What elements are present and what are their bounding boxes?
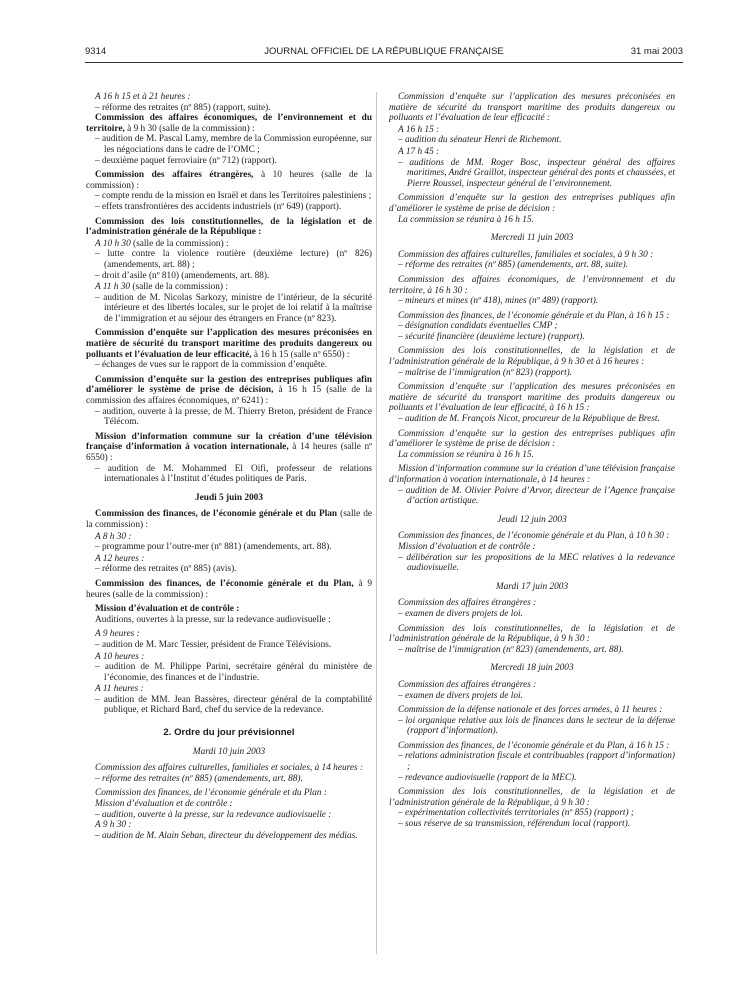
committee-name: Commission des lois constitutionnelles, de la législation et de l’administration générale de la République, à 9 h 30 et à 16 heures : — [389, 346, 675, 368]
committee-heading — [389, 598, 675, 609]
left-column — [86, 92, 372, 845]
agenda-item: – délibération sur les propositions de la MEC relatives à la redevance audiovisuelle. — [398, 552, 675, 574]
time-slot-heading — [95, 239, 372, 250]
agenda-item: – désignation candidats éventuelles CMP ; — [398, 321, 558, 332]
committee-heading — [86, 788, 372, 799]
committee-block — [86, 604, 372, 625]
agenda-item: – audition, ouverte à la presse, sur la redevance audiovisuelle : — [95, 809, 332, 820]
day-heading: Mercredi 18 juin 2003 — [490, 663, 574, 674]
time-label: A 11 h 30 — [95, 282, 131, 293]
committee-name: Commission d’enquête sur l’application des mesures préconisées en matière de sécurité du transport maritime des produits dangereux ou polluants et l’évaluation de leur efficacité, — [86, 328, 372, 360]
agenda-item: A 9 h 30 : — [95, 820, 132, 831]
committee-block — [86, 788, 372, 841]
session-details: à 9 heures (salle de la commission) : — [86, 578, 372, 600]
committee-block — [86, 328, 372, 370]
agenda-item: Mission d’évaluation et de contrôle : — [95, 799, 233, 810]
day-heading: Jeudi 12 juin 2003 — [497, 514, 567, 525]
committee-name: Commission des affaires culturelles, familiales et sociales, à 9 h 30 : — [398, 249, 654, 260]
committee-name: Commission d’enquête sur la gestion des entreprises publiques afin d’améliorer le système de prise de décision : — [389, 428, 675, 450]
day-heading: Mardi 17 juin 2003 — [495, 581, 569, 592]
agenda-item: – examen de divers projets de loi. — [398, 608, 523, 619]
time-label: A 11 heures : — [95, 684, 144, 695]
committee-block — [389, 787, 675, 829]
committee-heading — [389, 346, 675, 367]
agenda-item: – audition, ouverte à la presse, de M. Thierry Breton, président de France Télécom. — [95, 406, 372, 428]
committee-name: Commission des affaires étrangères : — [398, 679, 537, 690]
committee-heading — [389, 624, 675, 645]
committee-heading — [86, 328, 372, 360]
agenda-item: – lutte contre la violence routière (deuxième lecture) (nº 826) (amendements, art. 88) ; — [95, 249, 372, 270]
committee-heading — [86, 604, 372, 615]
issue-date: 31 mai 2003 — [630, 46, 683, 57]
agenda-item: – relations administration fiscale et contribuables (rapport d’information) ; — [398, 751, 675, 773]
committee-heading — [389, 193, 675, 214]
agenda-item: – audition de M. Olivier Poivre d’Arvor, directeur de l’Agence française d’action artistique. — [398, 485, 675, 507]
agenda-item: – compte rendu de la mission en Israël et dans les Territoires palestiniens ; — [95, 191, 372, 202]
committee-heading — [86, 432, 372, 464]
agenda-item: – droit d’asile (nº 810) (amendements, art. 88). — [95, 270, 270, 281]
agenda-item: – audition de M. Marc Tessier, président de France Télévisions. — [95, 639, 332, 650]
committee-block — [389, 275, 675, 307]
committee-block — [389, 382, 675, 424]
page-header — [85, 46, 683, 60]
committee-heading — [389, 787, 675, 808]
time-slot — [95, 684, 372, 695]
agenda-item: La commission se réunira à 16 h 15. — [398, 214, 534, 225]
committee-name: Commission d’enquête sur l’application des mesures préconisées en matière de sécurité du transport maritime des produits dangereux ou polluants et l’évaluation de leur efficacité : — [389, 92, 675, 124]
time-slot-heading — [398, 125, 675, 136]
committee-name: Commission des finances, de l’économie générale et du Plan, — [95, 578, 354, 589]
committee-name: Commission d’enquête sur l’application des mesures préconisées en matière de sécurité du transport maritime des produits dangereux ou polluants et l’évaluation de leur efficacité, à 16 h 15 : — [389, 382, 675, 414]
agenda-item: – réforme des retraites (nº 885) (avis). — [95, 564, 237, 575]
committee-heading — [86, 763, 372, 774]
committee-block — [389, 705, 675, 737]
committee-block — [389, 193, 675, 225]
committee-block — [389, 464, 675, 506]
agenda-item: – mineurs et mines (nº 418), mines (nº 489) (rapport). — [398, 296, 599, 307]
agenda-item: – maîtrise de l’immigration (nº 823) (amendements, art. 88). — [398, 644, 624, 655]
committee-name: Commission des finances, de l’économie générale et du Plan — [95, 509, 338, 520]
committee-name: Mission d’évaluation et de contrôle : — [95, 604, 240, 615]
agenda-item: – audition de M. Philippe Parini, secrétaire général du ministère de l’économie, des finances et de l’industrie. — [95, 662, 372, 683]
committee-block — [86, 432, 372, 485]
agenda-item: – réforme des retraites (nº 885) (amendements, art. 88). — [95, 773, 303, 784]
agenda-item: – réforme des retraites (nº 885) (rapport, suite). — [95, 102, 271, 113]
agenda-item: – expérimentation collectivités territoriales (nº 855) (rapport) ; — [398, 808, 635, 819]
committee-name: Mission d’information commune sur la création d’une télévision française d’information à vocation internationale, — [86, 431, 372, 453]
time-slot-heading — [95, 629, 372, 640]
committee-name: Commission des finances, de l’économie générale et du Plan, à 16 h 15 : — [398, 310, 670, 321]
agenda-item: – audition de M. Pascal Lamy, membre de la Commission européenne, sur les négociations dans le cadre de l’OMC ; — [95, 134, 372, 155]
session-details: à 14 heures (salle nº 6550) : — [86, 442, 372, 463]
time-label: A 16 h 15 : — [398, 124, 440, 135]
agenda-item: – examen de divers projets de loi. — [398, 690, 523, 701]
committee-name: Commission des affaires étrangères, — [95, 170, 254, 181]
location-label: (salle de la commission) : — [130, 238, 229, 249]
agenda-item: – loi organique relative aux lois de finances dans le secteur de la défense (rapport d’information). — [398, 715, 675, 737]
committee-heading — [86, 375, 372, 407]
time-slot-heading — [95, 282, 372, 293]
time-slot-heading: A 16 h 15 et à 21 heures : — [95, 92, 191, 102]
committee-block — [389, 680, 675, 701]
agenda-item: – sous réserve de sa transmission, référendum local (rapport). — [398, 819, 631, 830]
committee-block — [389, 346, 675, 378]
day-heading: Jeudi 5 juin 2003 — [195, 492, 263, 503]
committee-name: Commission des affaires économiques, de l’environnement et du territoire, — [86, 113, 372, 134]
page-number: 9314 — [85, 46, 107, 57]
committee-block — [389, 429, 675, 461]
agenda-item: – programme pour l’outre-mer (nº 881) (amendements, art. 88). — [95, 542, 332, 553]
committee-block — [389, 598, 675, 619]
section-title: 2. Ordre du jour prévisionnel — [163, 727, 295, 739]
committee-name: Commission des lois constitutionnelles, de la législation et de l’administration générale de la République : — [86, 216, 372, 238]
time-slot — [398, 125, 675, 136]
committee-name: Commission de la défense nationale et des forces armées, à 11 heures : — [398, 705, 663, 716]
agenda-item: – audition de M. Nicolas Sarkozy, ministre de l’intérieur, de la sécurité intérieure et des libertés locales, sur le projet de loi relatif à la maîtrise de l’immigration et au séjour des étrangers en France (nº 823). — [95, 292, 372, 324]
time-label: A 10 heures : — [95, 651, 145, 662]
committee-block — [86, 113, 372, 166]
day-heading: Mardi 10 juin 2003 — [192, 746, 266, 757]
session-details: à 9 h 30 (salle de la commission) : — [124, 123, 255, 134]
committee-block — [86, 509, 372, 575]
agenda-item: – audition du sénateur Henri de Richemont. — [398, 135, 562, 146]
agenda-item: Mission d’évaluation et de contrôle : — [398, 541, 536, 552]
column-separator — [376, 92, 377, 954]
committee-heading — [86, 217, 372, 238]
committee-block — [389, 531, 675, 573]
time-slot-heading — [95, 652, 372, 663]
agenda-item: – sécurité financière (deuxième lecture) (rapport). — [398, 331, 585, 342]
session-details: à 16 h 15 (salle nº 6550) : — [251, 349, 350, 360]
agenda-item: – auditions de MM. Roger Bosc, inspecteur général des affaires maritimes, André Graillot, inspecteur général des ponts et chaussées, et Pierre Roussel, inspecteur général de l’environnement. — [398, 157, 675, 189]
right-column — [389, 92, 675, 834]
committee-heading — [86, 509, 372, 530]
time-slot — [398, 147, 675, 158]
committee-block — [389, 624, 675, 656]
location-label: (salle de la commission) : — [130, 282, 228, 293]
committee-name: Commission d’enquête sur la gestion des entreprises publiques afin d’améliorer le système de prise de décision, — [86, 374, 372, 396]
agenda-item: La commission se réunira à 16 h 15. — [398, 449, 534, 460]
agenda-item: – audition de M. Mohammed El Oifi, professeur de relations internationales à l’Institut d’études politiques de Paris. — [95, 463, 372, 485]
committee-heading — [389, 275, 675, 296]
committee-heading — [389, 705, 675, 716]
committee-heading — [389, 250, 675, 261]
agenda-item: – audition de M. Alain Seban, directeur du développement des médias. — [95, 830, 358, 841]
agenda-item: – effets transfrontières des accidents industriels (nº 649) (rapport). — [95, 201, 342, 212]
committee-name: Commission des lois constitutionnelles, de la législation et de l’administration générale de la République, à 9 h 30 : — [389, 787, 675, 808]
committee-block — [86, 170, 372, 212]
time-slot-heading — [95, 684, 372, 695]
time-slot — [95, 239, 372, 250]
day-heading: Mercredi 11 juin 2003 — [490, 233, 574, 244]
committee-heading — [389, 92, 675, 124]
time-slot — [95, 652, 372, 663]
committee-block — [389, 250, 675, 271]
committee-block — [389, 741, 675, 783]
committee-block — [86, 375, 372, 428]
committee-heading — [389, 680, 675, 691]
committee-name: Mission d’information commune sur la création d’une télévision française d’information à vocation internationale, à 14 heures : — [389, 464, 675, 485]
agenda-item: – échanges de vues sur le rapport de la commission d’enquête. — [95, 360, 328, 371]
committee-heading — [389, 311, 675, 322]
committee-heading — [86, 170, 372, 191]
committee-heading — [389, 382, 675, 414]
committee-heading — [389, 531, 675, 542]
committee-block — [86, 579, 372, 600]
time-slot-group — [86, 629, 372, 716]
committee-heading — [86, 579, 372, 600]
committee-name: Commission des finances, de l’économie générale et du Plan, à 16 h 15 : — [398, 740, 670, 751]
time-label: A 10 h 30 — [95, 238, 131, 249]
committee-block — [86, 217, 372, 325]
agenda-item: Auditions, ouvertes à la presse, sur la redevance audiovisuelle : — [95, 614, 331, 625]
time-slot-heading — [95, 532, 372, 543]
time-slot — [95, 532, 372, 543]
session-details: à 10 heures (salle de la commission) : — [86, 170, 372, 191]
committee-name: Commission des affaires étrangères : — [398, 598, 537, 609]
agenda-item: – réforme des retraites (nº 885) (amendements, art. 88, suite). — [398, 260, 629, 271]
agenda-item: – redevance audiovisuelle (rapport de la MEC). — [398, 772, 577, 783]
committee-name: Commission des finances, de l’économie générale et du Plan, à 10 h 30 : — [398, 531, 670, 542]
session-details: à 16 h 15 (salle de la commission des affaires économiques, nº 6241) : — [86, 385, 372, 407]
time-label: A 17 h 45 : — [398, 146, 440, 157]
time-label: A 12 heures : — [95, 553, 145, 564]
committee-heading — [86, 113, 372, 134]
time-slot — [95, 282, 372, 293]
agenda-item: – audition de MM. Jean Bassères, directeur général de la comptabilité publique, et Richard Bard, chef du service de la redevance. — [95, 694, 372, 716]
committee-heading — [389, 464, 675, 485]
committee-name: Commission des finances, de l’économie générale et du Plan : — [95, 788, 327, 799]
committee-name: Commission d’enquête sur la gestion des entreprises publiques afin d’améliorer le système de prise de décision : — [389, 193, 675, 214]
agenda-item: – deuxième paquet ferroviaire (nº 712) (rapport). — [95, 155, 277, 166]
journal-title: JOURNAL OFFICIEL DE LA RÉPUBLIQUE FRANÇAISE — [264, 46, 504, 57]
time-slot — [95, 554, 372, 565]
header-rule — [85, 62, 683, 63]
committee-block — [86, 763, 372, 784]
committee-heading — [389, 741, 675, 752]
agenda-item: – maîtrise de l’immigration (nº 823) (rapport). — [398, 367, 573, 378]
time-label: A 8 h 30 : — [95, 531, 132, 542]
time-slot — [95, 629, 372, 640]
time-label: A 9 heures : — [95, 629, 140, 640]
session-details: (salle de la commission) : — [86, 509, 372, 530]
committee-name: Commission des lois constitutionnelles, de la législation et de l’administration générale de la République, à 9 h 30 : — [389, 623, 675, 645]
committee-name: Commission des affaires culturelles, familiales et sociales, à 14 heures : — [95, 763, 364, 774]
agenda-item: – audition de M. François Nicot, procureur de la République de Brest. — [398, 414, 660, 425]
committee-block — [389, 311, 675, 343]
committee-block — [389, 92, 675, 189]
time-slot-heading — [95, 554, 372, 565]
committee-heading — [389, 429, 675, 450]
time-slot-heading — [398, 147, 675, 158]
committee-name: Commission des affaires économiques, de l’environnement et du territoire, à 16 h 30 : — [389, 274, 675, 296]
